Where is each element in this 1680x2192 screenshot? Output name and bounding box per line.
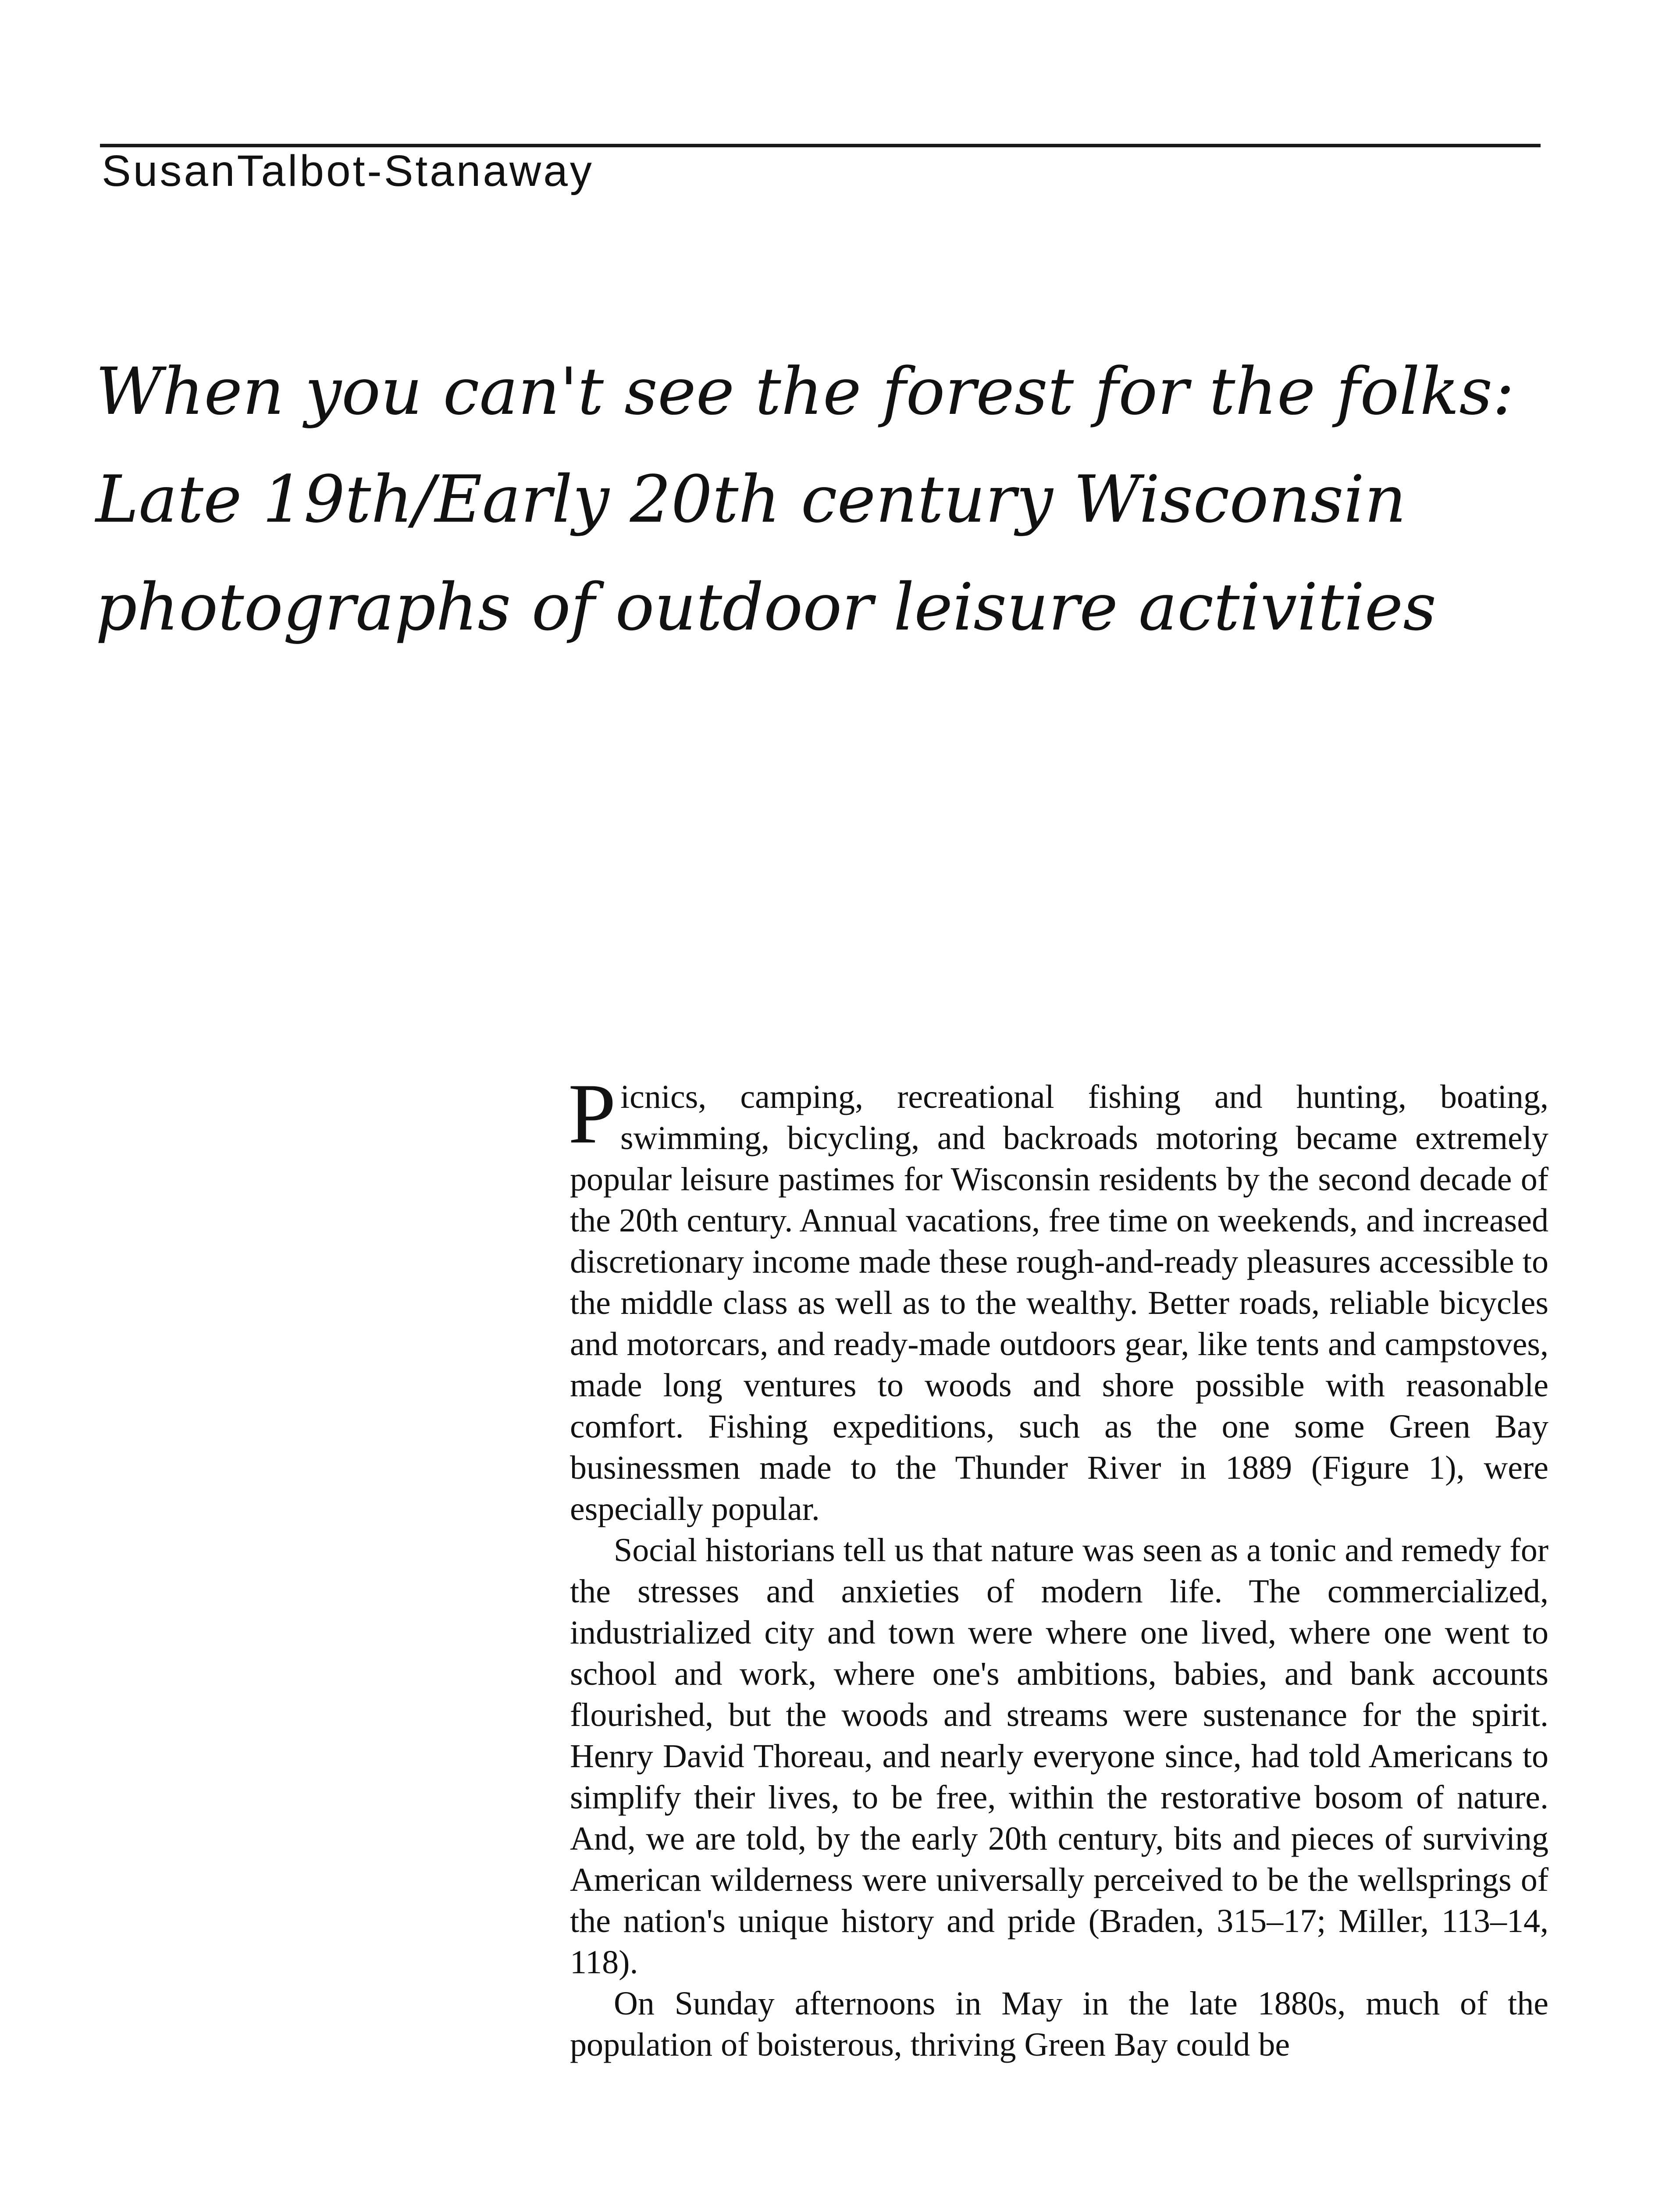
paragraph-2: Social historians tell us that nature was seen as a tonic and remedy for the stresses and anxieties of modern life. The commercialized, industrialized city and town were where one lived, where one went to school and work, where one's ambitions, babies, and bank accounts flourished, but the woods and streams were sustenance for the spirit. Henry David Thoreau, and nearly everyone since, had told Americans to simplify their lives, to be free, within the restorative bosom of nature. And, we are told, by the early 20th century, bits and pieces of surviving American wilderness were universally perceived to be the wellsprings of the nation's unique history and pride (Braden, 315–17; Miller, 113–14, 118). — [570, 1532, 1548, 1981]
paragraph-1-text: icnics, camping, recreational fishing and hunting, boating, swimming, bicycling, and backroads motoring became extremely popular leisure pastimes for Wisconsin residents by the second decade of the 20th century. Annual vacations, free time on weekends, and increased discretionary income made these rough-and-ready pleasures accessible to the middle class as well as to the wealthy. Better roads, reliable bicycles and motorcars, and ready-made outdoors gear, like tents and campstoves, made long ventures to woods and shore possible with reasonable comfort. Fishing expeditions, such as the one some Green Bay businessmen made to the Thunder River in 1889 (Figure 1), were especially popular. — [570, 1078, 1548, 1527]
paragraph-1 — [568, 1066, 1548, 1530]
paragraph-3: On Sunday afternoons in May in the late 1880s, much of the population of boisterous, thriving Green Bay could be — [570, 1985, 1548, 2063]
title-line-2: Late 19th/Early 20th century Wisconsin — [96, 462, 1406, 537]
article-body — [568, 1066, 1548, 2065]
title-line-3: photographs of outdoor leisure activities — [96, 569, 1437, 645]
title-line-1: When you can't see the forest for the folks: — [96, 354, 1515, 429]
article-title — [96, 338, 1656, 661]
drop-cap: P — [568, 1066, 616, 1161]
author-name: SusanTalbot-Stanaway — [102, 146, 594, 196]
